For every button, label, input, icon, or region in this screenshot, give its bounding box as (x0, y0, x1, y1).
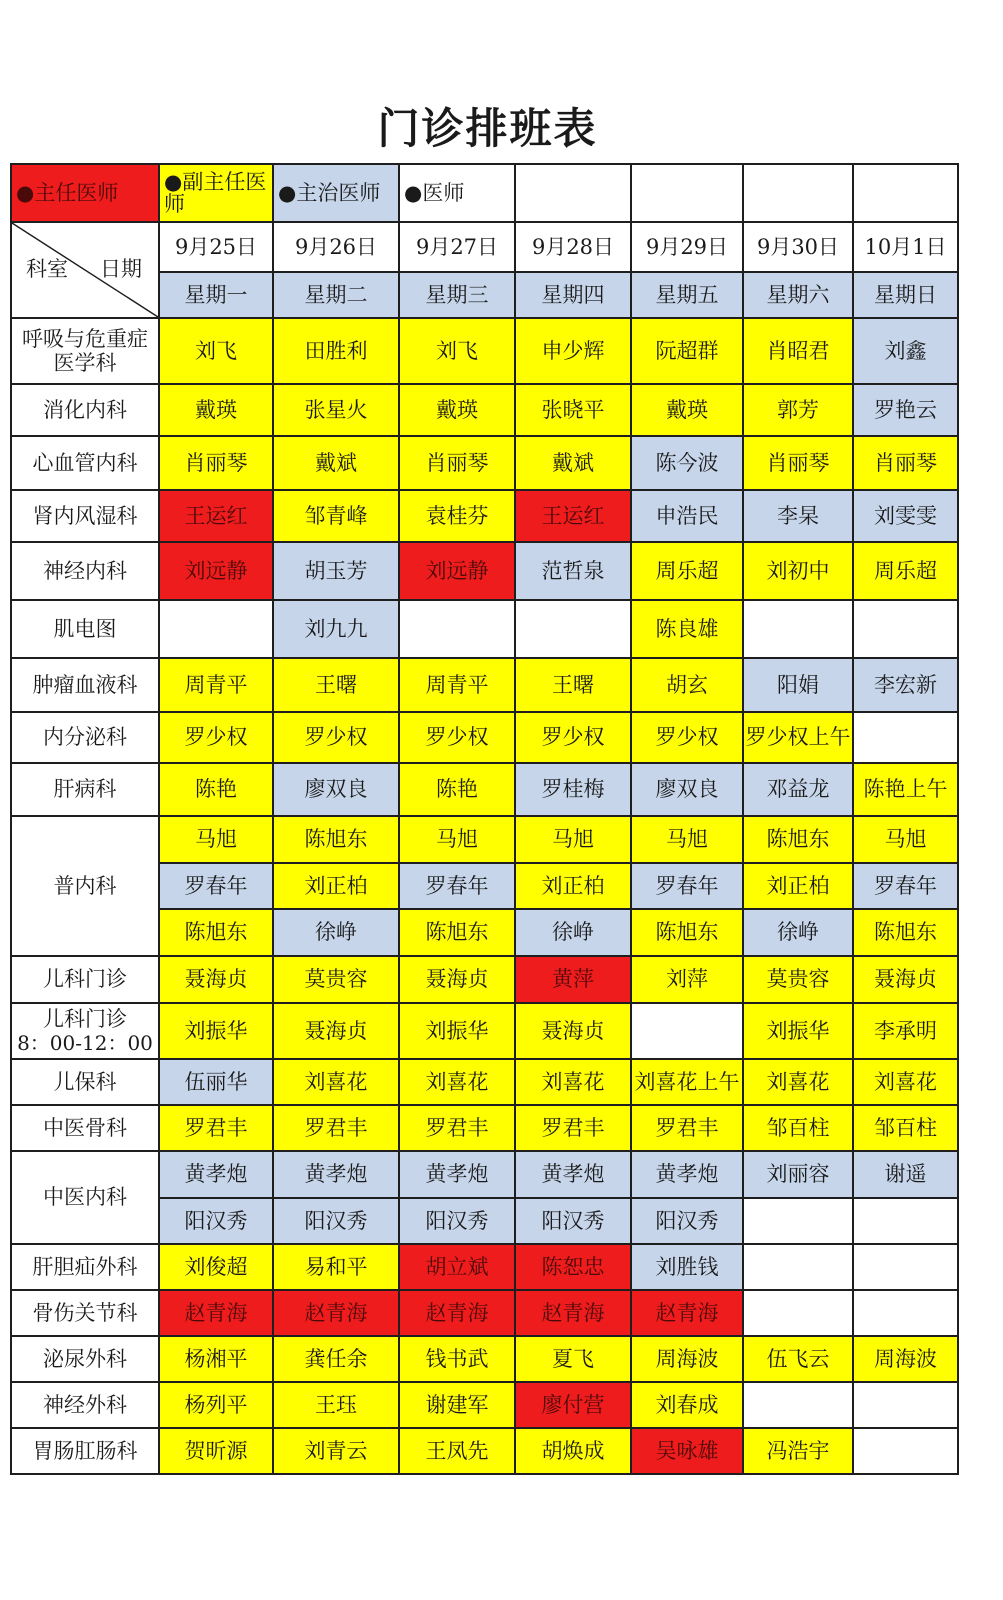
weekday-cell: 星期二 (273, 272, 399, 318)
department-name (11, 1059, 159, 1105)
department-label: 呼吸与危重症医学科 (22, 326, 148, 375)
doctor-cell: 刘青云 (273, 1428, 399, 1474)
doctor-cell (743, 1198, 853, 1244)
doctor-cell: 谢遥 (853, 1151, 958, 1198)
schedule-row (11, 436, 958, 490)
doctor-cell (515, 600, 631, 658)
department-label: 中医骨科 (43, 1115, 127, 1140)
weekday-cell: 星期日 (853, 272, 958, 318)
department-label: 中医内科 (43, 1185, 127, 1210)
legend-associate-chief-physician: ●副主任医师 (159, 164, 273, 222)
schedule-row (11, 763, 958, 816)
doctor-cell: 刘飞 (159, 318, 273, 384)
schedule-row (11, 1105, 958, 1151)
doctor-cell: 王运红 (515, 490, 631, 542)
department-label: 泌尿外科 (43, 1346, 127, 1371)
department-name (11, 712, 159, 763)
department-name (11, 600, 159, 658)
department-name (11, 436, 159, 490)
doctor-cell: 戴瑛 (631, 384, 743, 436)
doctor-cell: 申少辉 (515, 318, 631, 384)
department-time-note: 8：00-12：00 (17, 1031, 153, 1055)
department-label: 普内科 (53, 873, 117, 898)
department-name (11, 763, 159, 816)
doctor-cell: 申浩民 (631, 490, 743, 542)
doctor-cell: 陈艳 (399, 763, 515, 816)
doctor-cell: 龚任余 (273, 1336, 399, 1382)
doctor-cell: 李承明 (853, 1003, 958, 1059)
doctor-cell: 田胜利 (273, 318, 399, 384)
doctor-cell: 罗少权 (515, 712, 631, 763)
doctor-cell: 马旭 (631, 816, 743, 863)
doctor-cell: 刘初中 (743, 542, 853, 600)
doctor-cell: 阳汉秀 (399, 1198, 515, 1244)
page-title: 门诊排班表 (377, 104, 598, 153)
doctor-cell: 陈旭东 (159, 909, 273, 956)
doctor-cell: 马旭 (853, 816, 958, 863)
department-name (11, 1336, 159, 1382)
schedule-row (11, 490, 958, 542)
schedule-row (11, 956, 958, 1003)
doctor-cell: 罗少权 (159, 712, 273, 763)
schedule-row (11, 1003, 958, 1059)
schedule-row (11, 658, 958, 712)
doctor-cell: 刘正柏 (743, 863, 853, 909)
department-name (11, 318, 159, 384)
department-label: 骨伤关节科 (32, 1300, 138, 1325)
department-name (11, 816, 159, 956)
schedule-row (11, 1059, 958, 1105)
doctor-cell: 王曙 (515, 658, 631, 712)
doctor-cell: 刘飞 (399, 318, 515, 384)
doctor-cell: 阳汉秀 (515, 1198, 631, 1244)
doctor-cell: 邹百柱 (743, 1105, 853, 1151)
doctor-cell: 阳汉秀 (273, 1198, 399, 1244)
department-name (11, 1151, 159, 1244)
doctor-cell (743, 1382, 853, 1428)
doctor-cell: 胡玄 (631, 658, 743, 712)
doctor-cell: 刘喜花 (515, 1059, 631, 1105)
doctor-cell: 刘喜花 (853, 1059, 958, 1105)
doctor-cell: 陈旭东 (273, 816, 399, 863)
doctor-cell: 戴瑛 (399, 384, 515, 436)
doctor-cell: 刘九九 (273, 600, 399, 658)
doctor-cell: 刘振华 (159, 1003, 273, 1059)
doctor-cell: 张晓平 (515, 384, 631, 436)
doctor-cell: 肖丽琴 (743, 436, 853, 490)
doctor-cell: 罗少权 (399, 712, 515, 763)
weekday-cell: 星期四 (515, 272, 631, 318)
doctor-cell: 伍飞云 (743, 1336, 853, 1382)
doctor-cell: 刘喜花 (399, 1059, 515, 1105)
doctor-cell: 刘喜花上午 (631, 1059, 743, 1105)
doctor-cell: 刘振华 (399, 1003, 515, 1059)
department-label: 肌电图 (53, 616, 117, 641)
doctor-cell: 黄孝炮 (515, 1151, 631, 1198)
schedule-row (11, 1336, 958, 1382)
doctor-cell: 刘俊超 (159, 1244, 273, 1290)
schedule-row (11, 318, 958, 384)
doctor-cell: 聂海贞 (515, 1003, 631, 1059)
department-name (11, 384, 159, 436)
doctor-cell: 罗桂梅 (515, 763, 631, 816)
doctor-cell: 廖双良 (631, 763, 743, 816)
schedule-row (11, 600, 958, 658)
doctor-cell: 李宏新 (853, 658, 958, 712)
doctor-cell: 袁桂芬 (399, 490, 515, 542)
doctor-cell: 黄孝炮 (273, 1151, 399, 1198)
date-cell: 9月28日 (515, 222, 631, 272)
doctor-cell: 陈旭东 (743, 816, 853, 863)
doctor-cell: 刘远静 (399, 542, 515, 600)
doctor-cell (853, 712, 958, 763)
date-header-label: 日期 (100, 257, 142, 281)
doctor-cell: 胡焕成 (515, 1428, 631, 1474)
department-label: 肾内风湿科 (32, 503, 138, 528)
doctor-cell: 徐峥 (273, 909, 399, 956)
doctor-cell: 王珏 (273, 1382, 399, 1428)
date-cell: 9月27日 (399, 222, 515, 272)
department-label: 心血管内科 (32, 450, 138, 475)
doctor-cell (853, 600, 958, 658)
schedule-table (10, 163, 959, 1475)
weekday-cell: 星期五 (631, 272, 743, 318)
doctor-cell: 刘正柏 (273, 863, 399, 909)
doctor-cell: 戴瑛 (159, 384, 273, 436)
doctor-cell: 郭芳 (743, 384, 853, 436)
department-label: 消化内科 (43, 397, 127, 422)
doctor-cell: 周青平 (399, 658, 515, 712)
empty-cell (631, 164, 743, 222)
doctor-cell (853, 1290, 958, 1336)
department-name (11, 1105, 159, 1151)
doctor-cell: 戴斌 (273, 436, 399, 490)
doctor-cell: 阳娟 (743, 658, 853, 712)
doctor-cell: 刘振华 (743, 1003, 853, 1059)
doctor-cell: 陈今波 (631, 436, 743, 490)
doctor-cell: 邹青峰 (273, 490, 399, 542)
doctor-cell: 刘胜钱 (631, 1244, 743, 1290)
department-label: 儿科门诊 (43, 967, 127, 992)
doctor-cell: 罗春年 (159, 863, 273, 909)
doctor-cell: 吴咏雄 (631, 1428, 743, 1474)
doctor-cell: 阮超群 (631, 318, 743, 384)
doctor-cell: 李杲 (743, 490, 853, 542)
doctor-cell: 赵青海 (515, 1290, 631, 1336)
department-name (11, 956, 159, 1003)
department-name (11, 1382, 159, 1428)
doctor-cell: 罗君丰 (399, 1105, 515, 1151)
schedule-row (11, 1151, 958, 1198)
doctor-cell: 王曙 (273, 658, 399, 712)
legend-physician: ●医师 (399, 164, 515, 222)
doctor-cell: 陈艳上午 (853, 763, 958, 816)
doctor-cell: 赵青海 (273, 1290, 399, 1336)
doctor-cell: 聂海贞 (273, 1003, 399, 1059)
weekday-cell: 星期三 (399, 272, 515, 318)
department-label: 肿瘤血液科 (32, 672, 138, 697)
schedule-row (11, 712, 958, 763)
doctor-cell: 易和平 (273, 1244, 399, 1290)
date-cell: 9月25日 (159, 222, 273, 272)
legend-attending-physician: ●主治医师 (273, 164, 399, 222)
doctor-cell: 罗少权 (631, 712, 743, 763)
date-cell: 9月29日 (631, 222, 743, 272)
doctor-cell: 刘萍 (631, 956, 743, 1003)
doctor-cell: 罗君丰 (273, 1105, 399, 1151)
doctor-cell: 罗君丰 (515, 1105, 631, 1151)
doctor-cell: 陈旭东 (631, 909, 743, 956)
doctor-cell: 罗艳云 (853, 384, 958, 436)
department-name (11, 1428, 159, 1474)
doctor-cell (743, 1290, 853, 1336)
schedule-row (11, 1382, 958, 1428)
doctor-cell: 周海波 (631, 1336, 743, 1382)
department-label: 胃肠肛肠科 (32, 1438, 138, 1463)
doctor-cell (631, 1003, 743, 1059)
doctor-cell: 阳汉秀 (631, 1198, 743, 1244)
doctor-cell: 罗春年 (399, 863, 515, 909)
doctor-cell: 肖昭君 (743, 318, 853, 384)
doctor-cell: 赵青海 (631, 1290, 743, 1336)
doctor-cell: 黄孝炮 (399, 1151, 515, 1198)
doctor-cell: 冯浩宇 (743, 1428, 853, 1474)
doctor-cell: 周海波 (853, 1336, 958, 1382)
doctor-cell: 刘丽容 (743, 1151, 853, 1198)
doctor-cell (743, 1244, 853, 1290)
legend-chief-physician: ●主任医师 (11, 164, 159, 222)
doctor-cell: 钱书武 (399, 1336, 515, 1382)
doctor-cell: 赵青海 (159, 1290, 273, 1336)
department-label: 肝病科 (53, 777, 117, 802)
department-name (11, 542, 159, 600)
date-cell: 9月26日 (273, 222, 399, 272)
schedule-row (11, 542, 958, 600)
empty-cell (515, 164, 631, 222)
doctor-cell: 聂海贞 (853, 956, 958, 1003)
department-name (11, 1290, 159, 1336)
doctor-cell: 杨湘平 (159, 1336, 273, 1382)
department-label: 神经内科 (43, 558, 127, 583)
doctor-cell: 夏飞 (515, 1336, 631, 1382)
doctor-cell: 徐峥 (743, 909, 853, 956)
schedule-row (11, 1244, 958, 1290)
doctor-cell: 陈恕忠 (515, 1244, 631, 1290)
doctor-cell: 罗君丰 (631, 1105, 743, 1151)
doctor-cell: 罗君丰 (159, 1105, 273, 1151)
doctor-cell: 黄孝炮 (631, 1151, 743, 1198)
schedule-row (11, 816, 958, 863)
department-label: 儿保科 (53, 1069, 117, 1094)
doctor-cell: 谢建军 (399, 1382, 515, 1428)
doctor-cell: 杨列平 (159, 1382, 273, 1428)
schedule-row (11, 384, 958, 436)
schedule-row (11, 1290, 958, 1336)
doctor-cell (853, 1244, 958, 1290)
department-label: 肝胆疝外科 (32, 1254, 138, 1279)
doctor-cell: 廖付营 (515, 1382, 631, 1428)
department-label: 儿科门诊 (43, 1006, 127, 1031)
doctor-cell: 胡玉芳 (273, 542, 399, 600)
doctor-cell: 周乐超 (631, 542, 743, 600)
doctor-cell: 廖双良 (273, 763, 399, 816)
doctor-cell: 罗春年 (853, 863, 958, 909)
doctor-cell: 肖丽琴 (159, 436, 273, 490)
department-label: 内分泌科 (43, 725, 127, 750)
doctor-cell (853, 1382, 958, 1428)
doctor-cell: 刘远静 (159, 542, 273, 600)
date-cell: 9月30日 (743, 222, 853, 272)
doctor-cell: 陈艳 (159, 763, 273, 816)
weekday-cell: 星期六 (743, 272, 853, 318)
doctor-cell: 莫贵容 (743, 956, 853, 1003)
doctor-cell: 黄萍 (515, 956, 631, 1003)
doctor-cell: 莫贵容 (273, 956, 399, 1003)
department-name (11, 490, 159, 542)
doctor-cell: 邓益龙 (743, 763, 853, 816)
date-row (11, 222, 958, 272)
department-name (11, 1244, 159, 1290)
weekday-cell: 星期一 (159, 272, 273, 318)
doctor-cell: 马旭 (515, 816, 631, 863)
doctor-cell: 刘雯雯 (853, 490, 958, 542)
doctor-cell: 阳汉秀 (159, 1198, 273, 1244)
doctor-cell (399, 600, 515, 658)
doctor-cell (853, 1198, 958, 1244)
doctor-cell: 赵青海 (399, 1290, 515, 1336)
doctor-cell: 罗少权上午 (743, 712, 853, 763)
department-name (11, 1003, 159, 1059)
doctor-cell: 黄孝炮 (159, 1151, 273, 1198)
doctor-cell: 聂海贞 (399, 956, 515, 1003)
doctor-cell: 贺昕源 (159, 1428, 273, 1474)
doctor-cell: 陈旭东 (399, 909, 515, 956)
doctor-cell: 聂海贞 (159, 956, 273, 1003)
doctor-cell: 范哲泉 (515, 542, 631, 600)
doctor-cell: 刘正柏 (515, 863, 631, 909)
doctor-cell: 胡立斌 (399, 1244, 515, 1290)
header-corner-cell (11, 222, 159, 318)
department-label: 神经外科 (43, 1392, 127, 1417)
doctor-cell: 肖丽琴 (399, 436, 515, 490)
doctor-cell: 陈旭东 (853, 909, 958, 956)
doctor-cell (743, 600, 853, 658)
doctor-cell: 刘鑫 (853, 318, 958, 384)
doctor-cell: 罗春年 (631, 863, 743, 909)
legend-row (11, 164, 958, 222)
doctor-cell: 刘喜花 (273, 1059, 399, 1105)
doctor-cell (159, 600, 273, 658)
doctor-cell: 周乐超 (853, 542, 958, 600)
doctor-cell: 徐峥 (515, 909, 631, 956)
doctor-cell: 邹百柱 (853, 1105, 958, 1151)
doctor-cell: 刘喜花 (743, 1059, 853, 1105)
doctor-cell: 张星火 (273, 384, 399, 436)
doctor-cell: 罗少权 (273, 712, 399, 763)
doctor-cell: 戴斌 (515, 436, 631, 490)
doctor-cell: 伍丽华 (159, 1059, 273, 1105)
empty-cell (853, 164, 958, 222)
doctor-cell: 刘春成 (631, 1382, 743, 1428)
doctor-cell: 王凤先 (399, 1428, 515, 1474)
date-cell: 10月1日 (853, 222, 958, 272)
empty-cell (743, 164, 853, 222)
doctor-cell: 肖丽琴 (853, 436, 958, 490)
doctor-cell (853, 1428, 958, 1474)
doctor-cell: 马旭 (399, 816, 515, 863)
doctor-cell: 陈良雄 (631, 600, 743, 658)
doctor-cell: 周青平 (159, 658, 273, 712)
dept-header-label: 科室 (26, 257, 68, 281)
schedule-row (11, 1428, 958, 1474)
doctor-cell: 王运红 (159, 490, 273, 542)
doctor-cell: 马旭 (159, 816, 273, 863)
department-name (11, 658, 159, 712)
